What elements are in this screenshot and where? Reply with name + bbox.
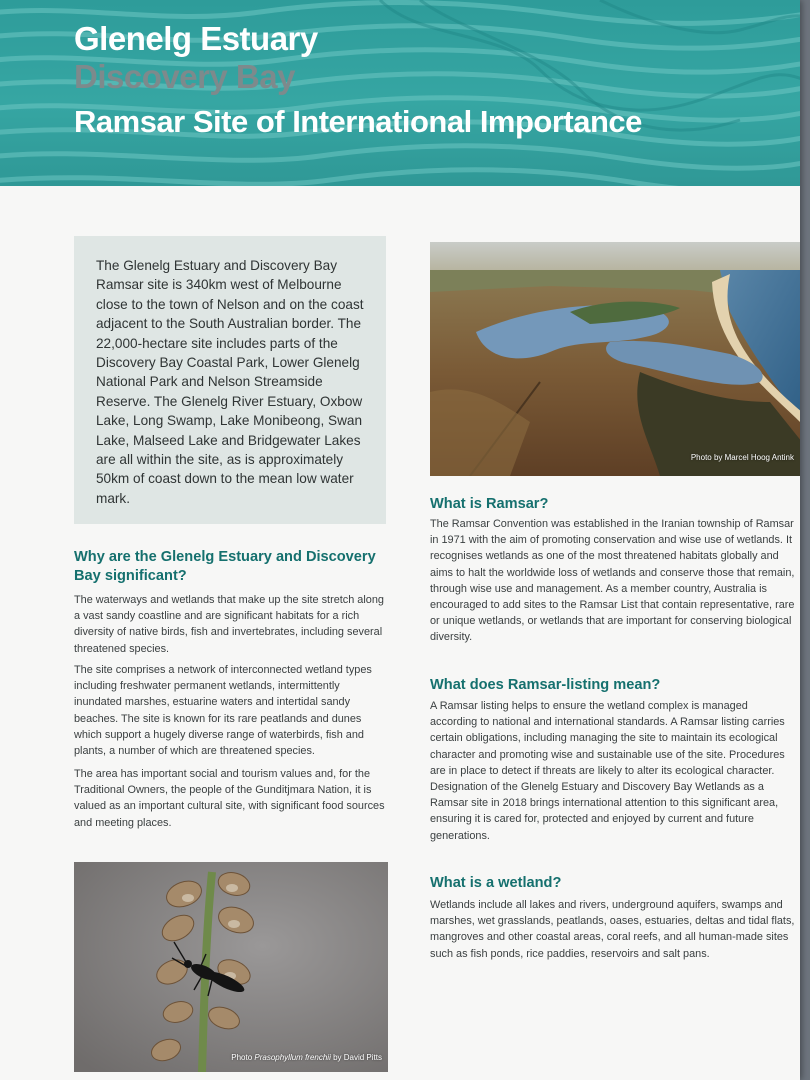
wetland-heading: What is a wetland?: [430, 875, 562, 891]
wetland-paragraph: Wetlands include all lakes and rivers, underground aquifers, swamps and marshes, wet grasslands, peatlands, oases, estuaries, deltas and tidal flats, mangroves and other coastal areas, coral reefs, and all human-made sites such as fish ponds, rice paddies, reservoirs and salt pans.: [430, 899, 795, 960]
title-line-2: Discovery Bay: [74, 58, 295, 95]
aerial-photo-credit: Photo by Marcel Hoog Antink: [690, 453, 794, 462]
significance-paragraph-2: The site comprises a network of interconnected wetland types including freshwater permanent wetlands, intermittently inundated marshes, estuarine waters and intertidal sandy beaches. The site is known for its rare peatlands and dunes which support a hugely diverse range of waterbirds, fish and plants, a number of which are threatened species.: [74, 664, 372, 758]
title-line-1: Glenelg Estuary: [74, 20, 318, 57]
significance-heading: Why are the Glenelg Estuary and Discovery Bay significant?: [74, 549, 376, 584]
orchid-credit-suffix: by David Pitts: [330, 1053, 382, 1062]
orchid-photo: [74, 862, 388, 1072]
ramsar-heading: What is Ramsar?: [430, 496, 549, 512]
header-banner: [0, 0, 800, 186]
orchid-credit-prefix: Photo: [231, 1053, 255, 1062]
ramsar-paragraph: The Ramsar Convention was established in the Iranian township of Ramsar in 1971 with the aim of promoting conservation and wise use of wetlands. It recognises wetlands as one of the most threatened habitats globally and aims to halt the worldwide loss of wetlands and conserve those that remain, through wise use and management. As a member country, Australia is encouraged to add sites to the Ramsar List that contain representative, rare or unique wetlands, or wetlands that are important for conserving biological diversity.: [430, 518, 795, 644]
intro-text: The Glenelg Estuary and Discovery Bay Ramsar site is 340km west of Melbourne close to the town of Nelson and on the coast adjacent to the South Australian border. The 22,000-hectare site includes parts of the Discovery Bay Coastal Park, Lower Glenelg National Park and Nelson Streamside Reserve. The Glenelg River Estuary, Oxbow Lake, Long Swamp, Lake Monibeong, Swan Lake, Malseed Lake and Bridgewater Lakes are all within the site, as is approximately 50km of coast down to the mean low water mark.: [96, 258, 364, 506]
aerial-estuary-photo: [430, 242, 800, 476]
intro-box: [74, 236, 386, 524]
listing-paragraph: A Ramsar listing helps to ensure the wetland complex is managed according to national and international standards. A Ramsar listing carries certain obligations, including managing the site to maintain its ecological character and promoting wise and sustainable use of the site. Procedures are in place to detect if threats are likely to alter its ecological character. Designation of the Glenelg Estuary and Discovery Bay Wetlands as a Ramsar site in 2018 brings international attention to this significant area, ensuring it is cared for, protected and enjoyed by current and future generations.: [430, 700, 785, 842]
listing-heading: What does Ramsar-listing mean?: [430, 677, 661, 693]
orchid-photo-credit: [231, 1053, 382, 1062]
title-line-3: Ramsar Site of International Importance: [74, 104, 642, 139]
significance-paragraph-3: The area has important social and tourism values and, for the Traditional Owners, the people of the Gunditjmara Nation, it is valued as an important cultural site, with significant food sources and meeting places.: [74, 768, 385, 829]
orchid-credit-species: Prasophyllum frenchii: [254, 1053, 331, 1062]
significance-paragraph-1: The waterways and wetlands that make up the site stretch along a vast sandy coastline and are significant habitats for a rich diversity of native birds, fish and invertebrates, including several threatened species.: [74, 594, 384, 655]
